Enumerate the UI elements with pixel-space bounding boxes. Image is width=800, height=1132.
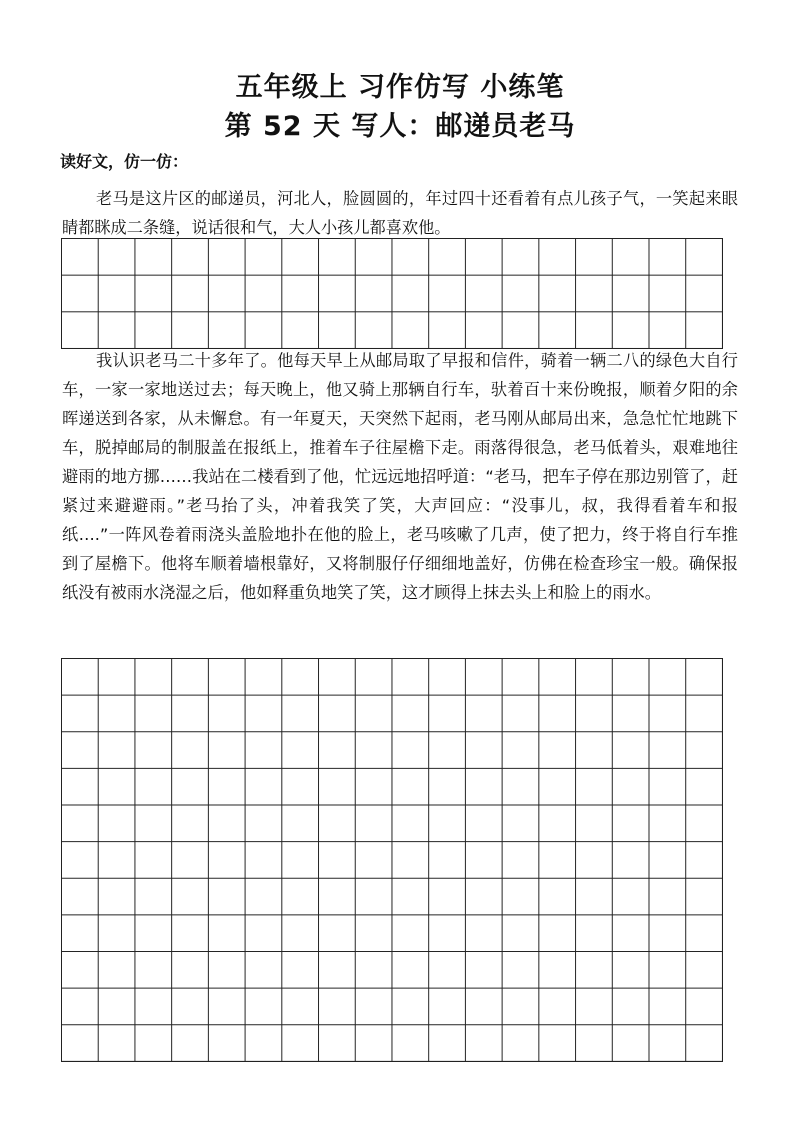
writing-grid-2[interactable]: [61, 658, 722, 1061]
instruction-label: 读好文，仿一仿：: [60, 152, 189, 171]
page-title: 五年级上 习作仿写 小练笔: [235, 72, 565, 103]
page-subtitle: 第 52 天 写人：邮递员老马: [224, 111, 576, 142]
passage-paragraph-1: 老马是这片区的邮递员，河北人，脸圆圆的，年过四十还看着有点儿孩子气，一笑起来眼睛都眯成二条缝，说话很和气，大人小孩儿都喜欢他。: [62, 189, 738, 237]
passage-paragraph-2: 我认识老马二十多年了。他每天早上从邮局取了早报和信件，骑着一辆二八的绿色大自行车，一家一家地送过去；每天晚上，他又骑上那辆自行车，驮着百十来份晚报，顺着夕阳的余晖递送到各家，从未懈怠。有一年夏天，天突然下起雨，老马刚从邮局出来，急急忙忙地跳下车，脱掉邮局的制服盖在报纸上，推着车子往屋檐下走。雨落得很急，老马低着头，艰难地往避雨的地方挪……我站在二楼看到了他，忙远远地招呼道：“老马，把车子停在那边别管了，赶紧过来避避雨。”老马抬了头，冲着我笑了笑，大声回应：“没事儿，叔，我得看着车和报纸….”一阵风卷着雨浇头盖脸地扑在他的脸上，老马咳嗽了几声，使了把力，终于将自行车推到了屋檐下。他将车顺着墙根靠好，又将制服仔仔细细地盖好，仿佛在检查珍宝一般。确保报纸没有被雨水浇湿之后，他如释重负地笑了笑，这才顾得上抹去头上和脸上的雨水。: [62, 351, 738, 602]
writing-grid-1[interactable]: [61, 238, 722, 348]
